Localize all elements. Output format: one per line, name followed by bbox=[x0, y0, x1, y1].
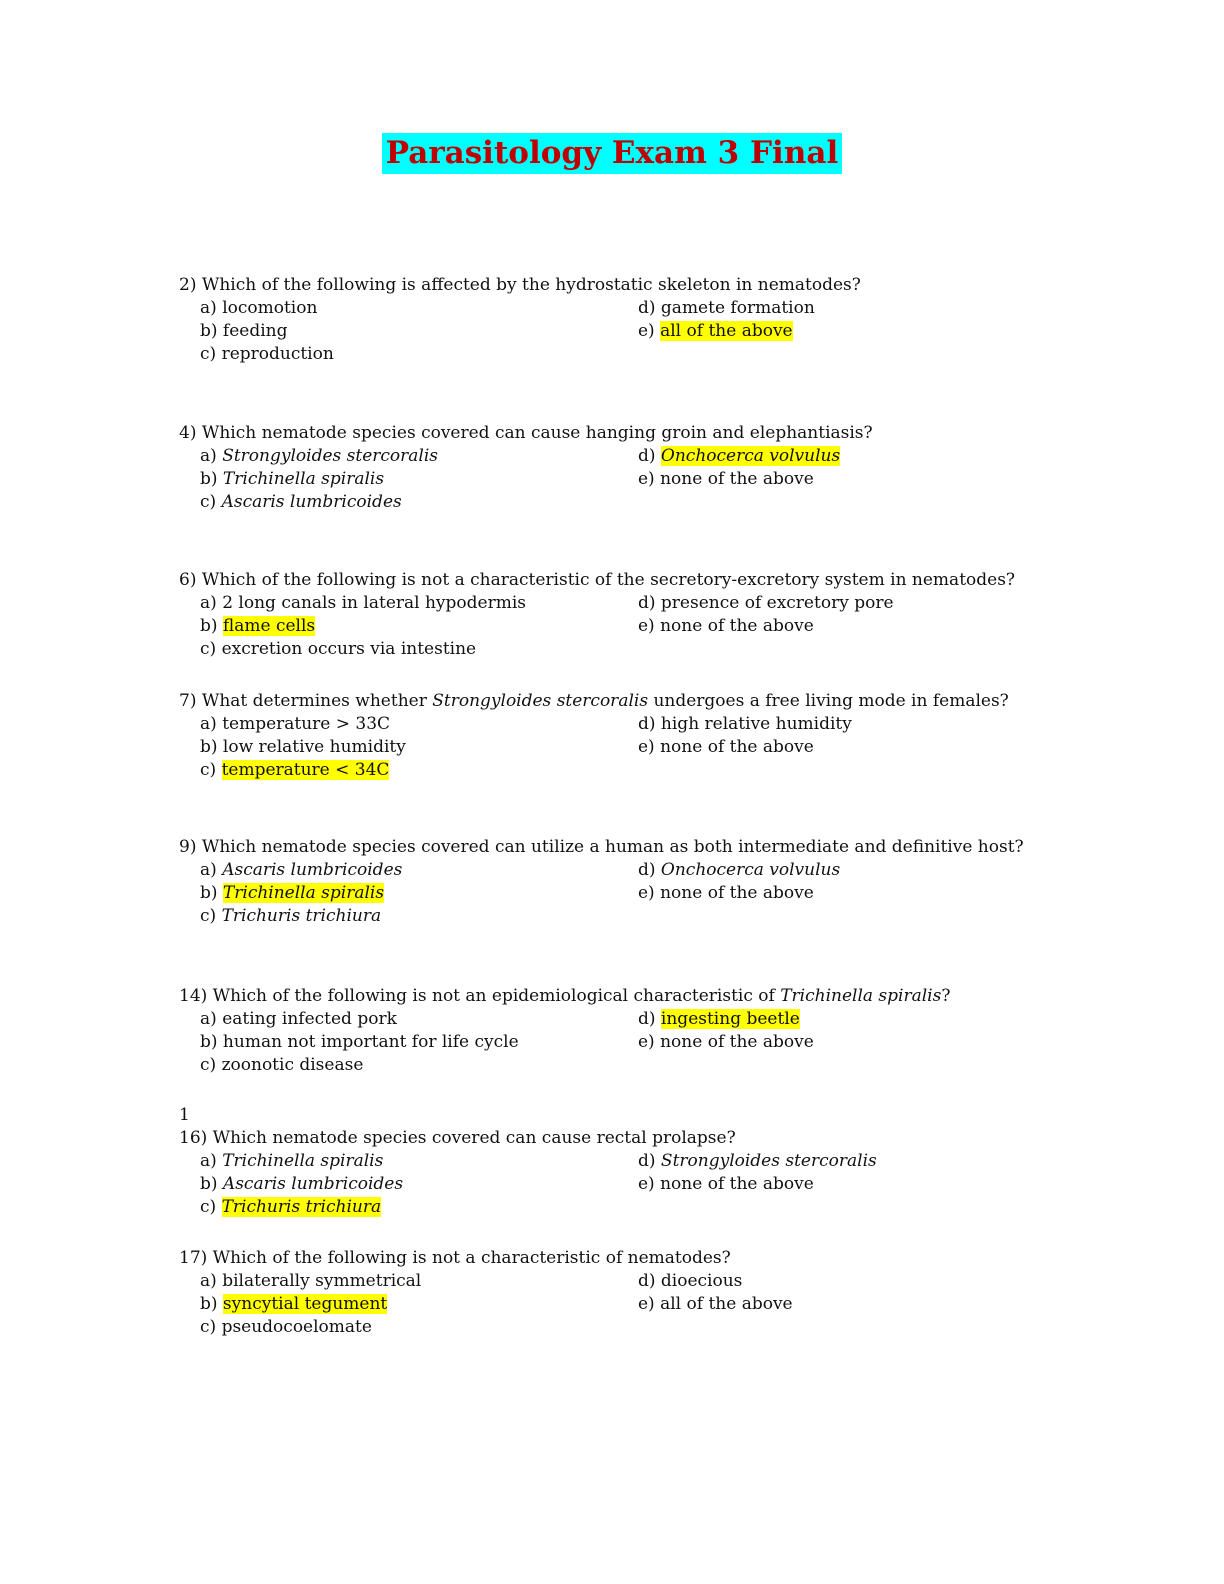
stem-segment: Trichinella spiralis bbox=[780, 986, 942, 1006]
stem-segment: 9) Which nematode species covered can utilize a human as both intermediate and definitive host? bbox=[179, 837, 1024, 857]
option-letter: d) bbox=[638, 446, 656, 466]
option-letter: a) bbox=[200, 1271, 217, 1291]
answer-option bbox=[200, 1008, 638, 1031]
answer-option bbox=[200, 297, 638, 320]
answer-options bbox=[200, 713, 1079, 782]
answer-option bbox=[638, 882, 1038, 905]
answer-option bbox=[638, 468, 1038, 491]
option-letter: b) bbox=[200, 469, 218, 489]
option-letter: c) bbox=[200, 492, 217, 512]
answer-option bbox=[200, 592, 638, 615]
option-text: locomotion bbox=[222, 298, 318, 318]
answer-option bbox=[638, 615, 1038, 638]
option-letter: a) bbox=[200, 593, 217, 613]
answer-option bbox=[200, 905, 638, 928]
answer-options bbox=[200, 1270, 1079, 1339]
page-number: 1 bbox=[179, 1105, 190, 1125]
question-17 bbox=[179, 1247, 1079, 1339]
option-text: excretion occurs via intestine bbox=[221, 639, 477, 659]
answer-options bbox=[200, 592, 1079, 661]
option-letter: d) bbox=[638, 714, 656, 734]
answer-option bbox=[200, 320, 638, 343]
answer-option bbox=[638, 445, 1038, 468]
option-letter: c) bbox=[200, 906, 217, 926]
option-letter: a) bbox=[200, 1151, 217, 1171]
option-letter: e) bbox=[638, 883, 655, 903]
option-text: none of the above bbox=[660, 1174, 814, 1194]
answer-option bbox=[638, 320, 1038, 343]
stem-segment: undergoes a free living mode in females? bbox=[648, 691, 1009, 711]
answer-options bbox=[200, 1150, 1079, 1219]
option-letter: b) bbox=[200, 737, 218, 757]
option-text: Ascaris lumbricoides bbox=[222, 860, 403, 880]
answer-option bbox=[200, 343, 638, 366]
answer-option bbox=[200, 859, 638, 882]
stem-segment: ? bbox=[941, 986, 951, 1006]
option-text: Trichuris trichiura bbox=[221, 906, 382, 926]
option-text: high relative humidity bbox=[660, 714, 852, 734]
answer-option bbox=[200, 1054, 638, 1077]
answer-option bbox=[638, 1031, 1038, 1054]
option-letter: a) bbox=[200, 1009, 217, 1029]
question-stem bbox=[179, 422, 1079, 445]
question-stem bbox=[179, 690, 1079, 713]
stem-segment: 17) Which of the following is not a characteristic of nematodes? bbox=[179, 1248, 731, 1268]
question-stem bbox=[179, 836, 1079, 859]
answer-option bbox=[200, 759, 638, 782]
answer-option bbox=[200, 1316, 638, 1339]
option-text: Onchocerca volvulus bbox=[660, 860, 841, 880]
question-stem bbox=[179, 1247, 1079, 1270]
question-stem bbox=[179, 274, 1079, 297]
answer-option bbox=[200, 491, 638, 514]
option-text: none of the above bbox=[660, 616, 814, 636]
option-text: none of the above bbox=[660, 883, 814, 903]
option-letter: d) bbox=[638, 1151, 656, 1171]
answer-option bbox=[638, 1293, 1038, 1316]
answer-option bbox=[200, 1150, 638, 1173]
answer-option bbox=[200, 445, 638, 468]
stem-segment: 2) Which of the following is affected by the hydrostatic skeleton in nematodes? bbox=[179, 275, 861, 295]
option-text: 2 long canals in lateral hypodermis bbox=[222, 593, 526, 613]
answer-option bbox=[200, 1173, 638, 1196]
answer-option bbox=[200, 615, 638, 638]
option-letter: e) bbox=[638, 616, 655, 636]
option-letter: e) bbox=[638, 321, 655, 341]
option-letter: e) bbox=[638, 1294, 655, 1314]
answer-option bbox=[200, 1293, 638, 1316]
option-text: dioecious bbox=[660, 1271, 743, 1291]
option-text: human not important for life cycle bbox=[222, 1032, 519, 1052]
stem-segment: 6) Which of the following is not a characteristic of the secretory-excretory system in nematodes? bbox=[179, 570, 1016, 590]
question-16 bbox=[179, 1127, 1079, 1219]
answer-option bbox=[200, 1270, 638, 1293]
highlighted-answer-text: flame cells bbox=[222, 616, 316, 636]
option-text: bilaterally symmetrical bbox=[222, 1271, 422, 1291]
answer-option bbox=[200, 1031, 638, 1054]
option-text: Strongyloides stercoralis bbox=[222, 446, 438, 466]
option-letter: e) bbox=[638, 469, 655, 489]
option-letter: e) bbox=[638, 1174, 655, 1194]
option-text: Ascaris lumbricoides bbox=[221, 492, 402, 512]
stem-segment: 16) Which nematode species covered can cause rectal prolapse? bbox=[179, 1128, 736, 1148]
option-text: eating infected pork bbox=[222, 1009, 397, 1029]
option-letter: d) bbox=[638, 298, 656, 318]
answer-option bbox=[638, 1150, 1038, 1173]
option-letter: b) bbox=[200, 1174, 218, 1194]
option-text: low relative humidity bbox=[222, 737, 406, 757]
highlighted-answer-text: syncytial tegument bbox=[222, 1294, 388, 1314]
question-stem bbox=[179, 1127, 1079, 1150]
question-4 bbox=[179, 422, 1079, 514]
option-letter: e) bbox=[638, 737, 655, 757]
question-stem bbox=[179, 569, 1079, 592]
option-letter: b) bbox=[200, 1032, 218, 1052]
page-marker-block bbox=[179, 1104, 1079, 1127]
answer-options bbox=[200, 859, 1079, 928]
answer-option bbox=[638, 1173, 1038, 1196]
option-text: Trichinella spiralis bbox=[222, 469, 385, 489]
option-text: none of the above bbox=[660, 469, 814, 489]
highlighted-answer-text: ingesting beetle bbox=[660, 1009, 800, 1029]
option-letter: c) bbox=[200, 639, 217, 659]
option-letter: a) bbox=[200, 714, 217, 734]
answer-option bbox=[200, 468, 638, 491]
answer-option bbox=[200, 882, 638, 905]
answer-option bbox=[638, 592, 1038, 615]
answer-option bbox=[638, 859, 1038, 882]
option-letter: d) bbox=[638, 593, 656, 613]
question-14 bbox=[179, 985, 1079, 1077]
option-letter: b) bbox=[200, 321, 218, 341]
option-letter: a) bbox=[200, 298, 217, 318]
option-text: presence of excretory pore bbox=[660, 593, 894, 613]
option-letter: b) bbox=[200, 883, 218, 903]
answer-options bbox=[200, 1008, 1079, 1077]
option-letter: a) bbox=[200, 860, 217, 880]
question-7 bbox=[179, 690, 1079, 782]
question-stem bbox=[179, 985, 1079, 1008]
option-letter: c) bbox=[200, 760, 217, 780]
option-text: Ascaris lumbricoides bbox=[222, 1174, 404, 1194]
answer-option bbox=[200, 638, 638, 661]
answer-option bbox=[638, 297, 1038, 320]
answer-option bbox=[200, 713, 638, 736]
option-letter: d) bbox=[638, 1009, 656, 1029]
highlighted-answer-text: Trichuris trichiura bbox=[221, 1197, 382, 1217]
question-6 bbox=[179, 569, 1079, 661]
highlighted-answer-text: all of the above bbox=[660, 321, 793, 341]
answer-option bbox=[638, 1270, 1038, 1293]
option-text: reproduction bbox=[221, 344, 334, 364]
question-9 bbox=[179, 836, 1079, 928]
option-text: pseudocoelomate bbox=[221, 1317, 372, 1337]
option-text: none of the above bbox=[660, 737, 814, 757]
stem-segment: Strongyloides stercoralis bbox=[432, 691, 649, 711]
stem-segment: 14) Which of the following is not an epidemiological characteristic of bbox=[179, 986, 781, 1006]
highlighted-answer-text: Onchocerca volvulus bbox=[660, 446, 841, 466]
option-text: feeding bbox=[222, 321, 288, 341]
option-letter: c) bbox=[200, 344, 217, 364]
answer-option bbox=[200, 736, 638, 759]
option-text: all of the above bbox=[660, 1294, 793, 1314]
answer-option bbox=[638, 713, 1038, 736]
option-letter: b) bbox=[200, 616, 218, 636]
option-letter: b) bbox=[200, 1294, 218, 1314]
option-text: gamete formation bbox=[660, 298, 815, 318]
answer-option bbox=[638, 736, 1038, 759]
option-text: none of the above bbox=[660, 1032, 814, 1052]
answer-option bbox=[200, 1196, 638, 1219]
option-letter: d) bbox=[638, 1271, 656, 1291]
option-text: Strongyloides stercoralis bbox=[660, 1151, 877, 1171]
option-letter: c) bbox=[200, 1055, 217, 1075]
highlighted-answer-text: Trichinella spiralis bbox=[222, 883, 385, 903]
option-letter: c) bbox=[200, 1317, 217, 1337]
highlighted-answer-text: temperature < 34C bbox=[221, 760, 390, 780]
stem-segment: 4) Which nematode species covered can cause hanging groin and elephantiasis? bbox=[179, 423, 873, 443]
answer-option bbox=[638, 1008, 1038, 1031]
option-text: Trichinella spiralis bbox=[222, 1151, 384, 1171]
document-title: Parasitology Exam 3 Final bbox=[382, 133, 842, 174]
option-letter: a) bbox=[200, 446, 217, 466]
stem-segment: 7) What determines whether bbox=[179, 691, 433, 711]
option-text: zoonotic disease bbox=[221, 1055, 364, 1075]
answer-options bbox=[200, 445, 1079, 514]
option-letter: e) bbox=[638, 1032, 655, 1052]
option-letter: d) bbox=[638, 860, 656, 880]
question-2 bbox=[179, 274, 1079, 366]
answer-options bbox=[200, 297, 1079, 366]
option-letter: c) bbox=[200, 1197, 217, 1217]
option-text: temperature > 33C bbox=[222, 714, 391, 734]
